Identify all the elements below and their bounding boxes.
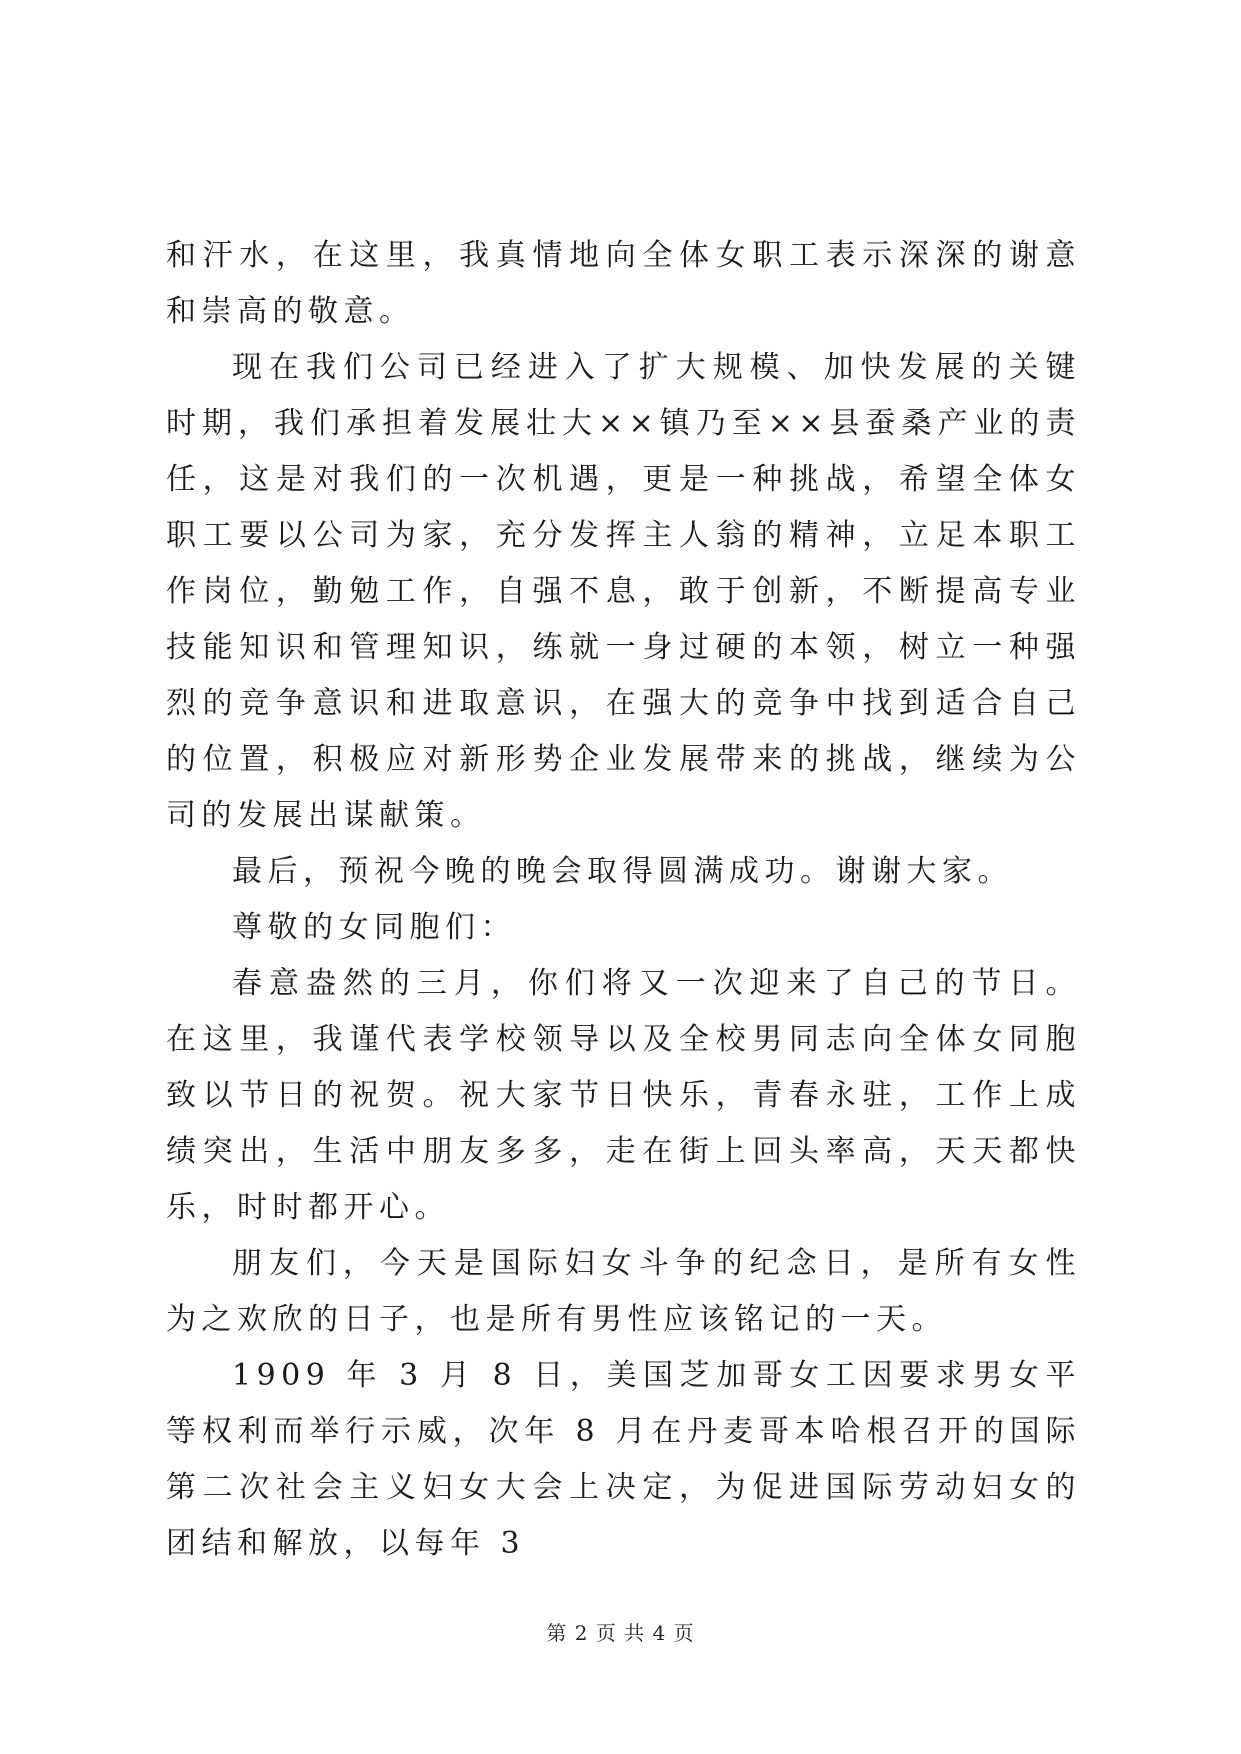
- paragraph-3: 最后，预祝今晚的晚会取得圆满成功。谢谢大家。: [232, 854, 1013, 889]
- page-footer: [0, 1617, 1241, 1646]
- paragraph-4: 尊敬的女同胞们：: [232, 910, 516, 945]
- paragraph-2: 现在我们公司已经进入了扩大规模、加快发展的关键时期，我们承担着发展壮大××镇乃至××县蚕桑产业的责任，这是对我们的一次机遇，更是一种挑战，希望全体女职工要以公司为家，充分发挥主人翁的精神，立足本职工作岗位，勤勉工作，自强不息，敢于创新，不断提高专业技能知识和管理知识，练就一身过硬的本领，树立一种强烈的竞争意识和进取意识，在强大的竞争中找到适合自己的位置，积极应对新形势企业发展带来的挑战，继续为公司的发展出谋献策。: [166, 350, 1081, 833]
- paragraph-7: 1909 年 3 月 8 日，美国芝加哥女工因要求男女平等权利而举行示威，次年 8 月在丹麦哥本哈根召开的国际第二次社会主义妇女大会上决定，为促进国际劳动妇女的团结和解放，以每年 3: [166, 1358, 1081, 1561]
- body-text: [166, 228, 1081, 1572]
- paragraph-6: 朋友们，今天是国际妇女斗争的纪念日，是所有女性为之欢欣的日子，也是所有男性应该铭记的一天。: [166, 1246, 1081, 1337]
- page-number: 第 2 页 共 4 页: [546, 1621, 695, 1645]
- paragraph-5: 春意盎然的三月，你们将又一次迎来了自己的节日。在这里，我谨代表学校领导以及全校男同志向全体女同胞致以节日的祝贺。祝大家节日快乐，青春永驻，工作上成绩突出，生活中朋友多多，走在街上回头率高，天天都快乐，时时都开心。: [166, 966, 1081, 1225]
- paragraph-1: 和汗水，在这里，我真情地向全体女职工表示深深的谢意和崇高的敬意。: [166, 238, 1081, 329]
